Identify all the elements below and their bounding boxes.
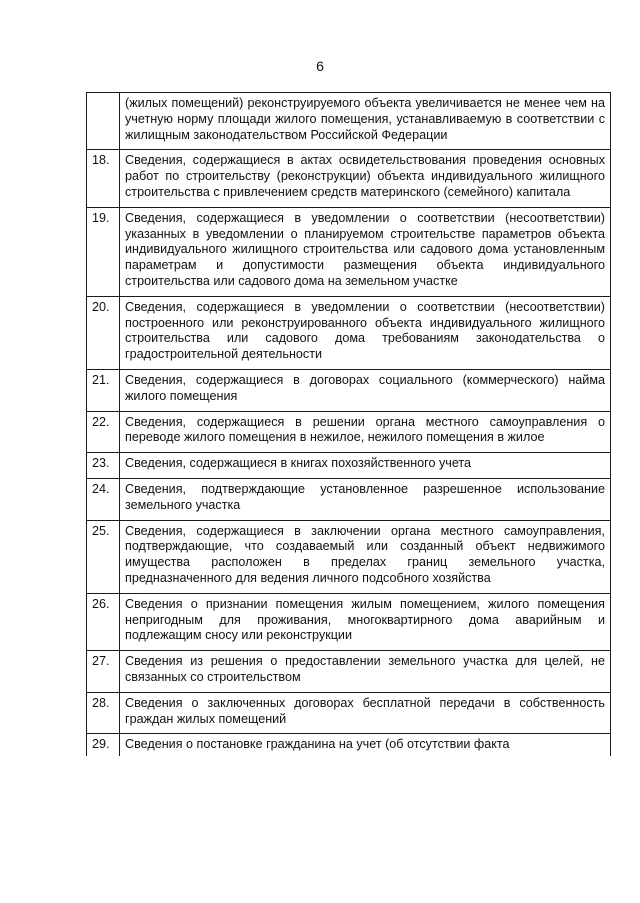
row-text: Сведения из решения о предоставлении земельного участка для целей, не связанных со строительством bbox=[120, 651, 611, 693]
row-text: Сведения, содержащиеся в решении органа местного самоуправления о переводе жилого помещения в нежилое, нежилого помещения в жилое bbox=[120, 411, 611, 453]
row-number: 20. bbox=[87, 296, 120, 369]
row-number: 25. bbox=[87, 520, 120, 593]
table-row bbox=[87, 593, 611, 650]
table-row bbox=[87, 150, 611, 207]
row-number: 23. bbox=[87, 453, 120, 479]
row-number: 18. bbox=[87, 150, 120, 207]
table-row bbox=[87, 692, 611, 734]
row-number: 24. bbox=[87, 478, 120, 520]
row-text: Сведения, содержащиеся в актах освидетельствования проведения основных работ по строительству (реконструкции) объекта индивидуального жилищного строительства с привлечением средств материнского (семейного) капитала bbox=[120, 150, 611, 207]
table-row bbox=[87, 453, 611, 479]
row-text: Сведения о признании помещения жилым помещением, жилого помещения непригодным для проживания, многоквартирного дома аварийным и подлежащим сносу или реконструкции bbox=[120, 593, 611, 650]
row-number: 22. bbox=[87, 411, 120, 453]
table-row bbox=[87, 369, 611, 411]
table-row bbox=[87, 734, 611, 756]
row-number bbox=[87, 93, 120, 150]
row-number: 26. bbox=[87, 593, 120, 650]
row-number: 29. bbox=[87, 734, 120, 756]
row-text: Сведения, содержащиеся в заключении органа местного самоуправления, подтверждающие, что создаваемый или созданный объект недвижимого имущества расположен в пределах границ земельного участка, предназначенного для ведения личного подсобного хозяйства bbox=[120, 520, 611, 593]
table-row bbox=[87, 93, 611, 150]
table-row bbox=[87, 478, 611, 520]
row-text: Сведения о заключенных договорах бесплатной передачи в собственность граждан жилых помещений bbox=[120, 692, 611, 734]
row-text: Сведения, содержащиеся в уведомлении о соответствии (несоответствии) построенного или реконструированного объекта индивидуального жилищного строительства или садового дома требованиям законодательства о градостроительной деятельности bbox=[120, 296, 611, 369]
table-row bbox=[87, 411, 611, 453]
row-text: (жилых помещений) реконструируемого объекта увеличивается не менее чем на учетную норму площади жилого помещения, устанавливаемую в соответствии с жилищным законодательством Российской Федерации bbox=[120, 93, 611, 150]
row-number: 19. bbox=[87, 207, 120, 296]
row-text: Сведения, подтверждающие установленное разрешенное использование земельного участка bbox=[120, 478, 611, 520]
row-text: Сведения о постановке гражданина на учет (об отсутствии факта bbox=[120, 734, 611, 756]
row-number: 28. bbox=[87, 692, 120, 734]
table-row bbox=[87, 520, 611, 593]
row-number: 21. bbox=[87, 369, 120, 411]
row-number: 27. bbox=[87, 651, 120, 693]
table-row bbox=[87, 651, 611, 693]
table-row bbox=[87, 207, 611, 296]
row-text: Сведения, содержащиеся в уведомлении о соответствии (несоответствии) указанных в уведомлении о планируемом строительстве параметров объекта индивидуального жилищного строительства или садового дома установленным параметрам и допустимости размещения объекта индивидуального строительства или садового дома на земельном участке bbox=[120, 207, 611, 296]
row-text: Сведения, содержащиеся в книгах похозяйственного учета bbox=[120, 453, 611, 479]
page-number: 6 bbox=[316, 58, 324, 74]
documents-table bbox=[86, 92, 611, 756]
row-text: Сведения, содержащиеся в договорах социального (коммерческого) найма жилого помещения bbox=[120, 369, 611, 411]
table-row bbox=[87, 296, 611, 369]
